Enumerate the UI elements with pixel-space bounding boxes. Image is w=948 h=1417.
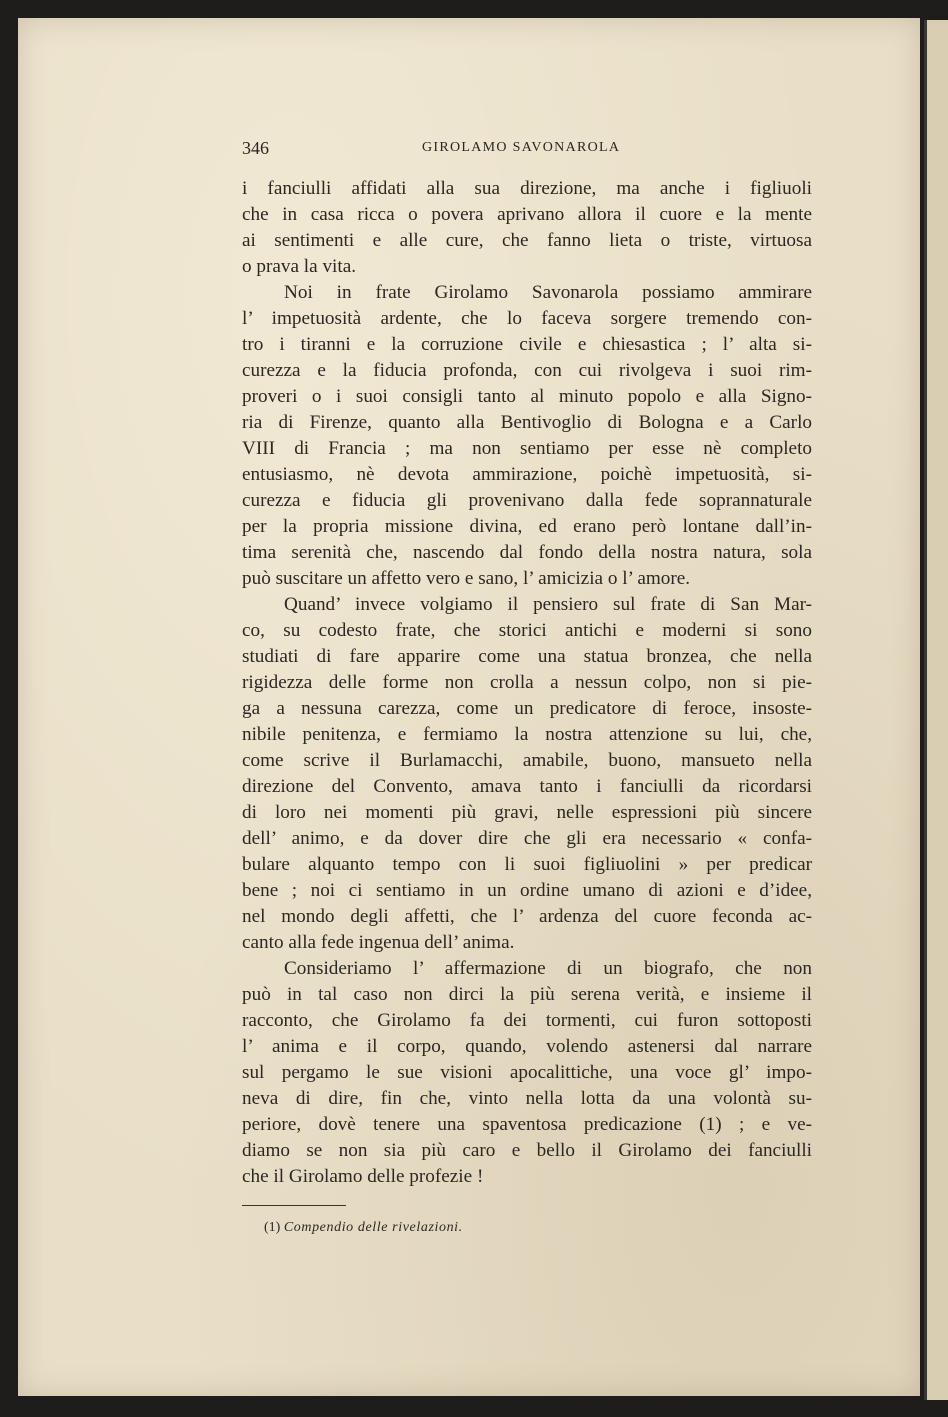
text-line: per la propria missione divina, ed erano però lontane dall’in- [242, 516, 812, 537]
footnote-mark: (1) [264, 1220, 281, 1235]
text-line: Consideriamo l’ affermazione di un biografo, che non [284, 958, 812, 979]
text-line: co, su codesto frate, che storici antichi e moderni si sono [242, 620, 812, 641]
text-line: sul pergamo le sue visioni apocalittiche, una voce gl’ impo- [242, 1062, 812, 1083]
text-line: studiati di fare apparire come una statua bronzea, che nella [242, 646, 812, 667]
text-line: l’ impetuosità ardente, che lo faceva sorgere tremendo con- [242, 308, 812, 329]
text-line: nel mondo degli affetti, che l’ ardenza del cuore feconda ac- [242, 906, 812, 927]
text-line: tima serenità che, nascendo dal fondo della nostra natura, sola [242, 542, 812, 563]
text-line: o prava la vita. [242, 256, 357, 277]
footnote-text: Compendio delle rivelazioni. [283, 1220, 463, 1235]
text-line: curezza e fiducia gli provenivano dalla fede soprannaturale [242, 490, 812, 511]
page-number: 346 [242, 138, 269, 158]
text-line: racconto, che Girolamo fa dei tormenti, cui furon sottoposti [242, 1010, 812, 1031]
text-line: tro i tiranni e la corruzione civile e chiesastica ; l’ alta si- [242, 334, 812, 355]
text-line: VIII di Francia ; ma non sentiamo per esse nè completo [242, 438, 812, 459]
text-line: nibile penitenza, e fermiamo la nostra attenzione su lui, che, [242, 724, 812, 745]
text-line: curezza e la fiducia profonda, con cui rivolgeva i suoi rim- [242, 360, 812, 381]
footnote-separator [242, 1205, 346, 1206]
text-line: i fanciulli affidati alla sua direzione, ma anche i figliuoli [242, 178, 812, 199]
text-line: Quand’ invece volgiamo il pensiero sul frate di San Mar- [284, 594, 812, 615]
text-line: che in casa ricca o povera aprivano allora il cuore e la mente [242, 204, 812, 225]
text-line: bene ; noi ci sentiamo in un ordine umano di azioni e d’idee, [242, 880, 812, 901]
text-line: come scrive il Burlamacchi, amabile, buono, mansueto nella [242, 750, 812, 771]
text-line: può suscitare un affetto vero e sano, l’ amicizia o l’ amore. [242, 568, 691, 589]
footnote [264, 1220, 463, 1236]
page-header [242, 138, 812, 162]
text-line: di loro nei momenti più gravi, nelle espressioni più sincere [242, 802, 812, 823]
text-line: direzione del Convento, amava tanto i fanciulli da ricordarsi [242, 776, 812, 797]
text-line: può in tal caso non dirci la più serena verità, e insieme il [242, 984, 812, 1005]
text-line: che il Girolamo delle profezie ! [242, 1166, 484, 1187]
text-line: proveri o i suoi consigli tanto al minuto popolo e alla Signo- [242, 386, 812, 407]
text-line: diamo se non sia più caro e bello il Girolamo dei fanciulli [242, 1140, 812, 1161]
text-line: entusiasmo, nè devota ammirazione, poichè impetuosità, si- [242, 464, 812, 485]
text-line: ai sentimenti e alle cure, che fanno lieta o triste, virtuosa [242, 230, 812, 251]
text-line: neva di dire, fin che, vinto nella lotta da una volontà su- [242, 1088, 812, 1109]
running-title: GIROLAMO SAVONAROLA [422, 140, 621, 155]
text-line: Noi in frate Girolamo Savonarola possiamo ammirare [284, 282, 812, 303]
text-line: l’ anima e il corpo, quando, volendo astenersi dal narrare [242, 1036, 812, 1057]
text-line: canto alla fede ingenua dell’ anima. [242, 932, 515, 953]
text-line: rigidezza delle forme non crolla a nessun colpo, non si pie- [242, 672, 812, 693]
text-line: dell’ animo, e da dover dire che gli era necessario « confa- [242, 828, 812, 849]
text-line: bulare alquanto tempo con li suoi figliuolini » per predicar [242, 854, 812, 875]
text-line: ria di Firenze, quanto alla Bentivoglio di Bologna e a Carlo [242, 412, 812, 433]
text-line: ga a nessuna carezza, come un predicatore di feroce, insoste- [242, 698, 812, 719]
body-text [242, 176, 812, 1190]
adjacent-page-edge [924, 20, 948, 1400]
text-line: periore, dovè tenere una spaventosa predicazione (1) ; e ve- [242, 1114, 812, 1135]
